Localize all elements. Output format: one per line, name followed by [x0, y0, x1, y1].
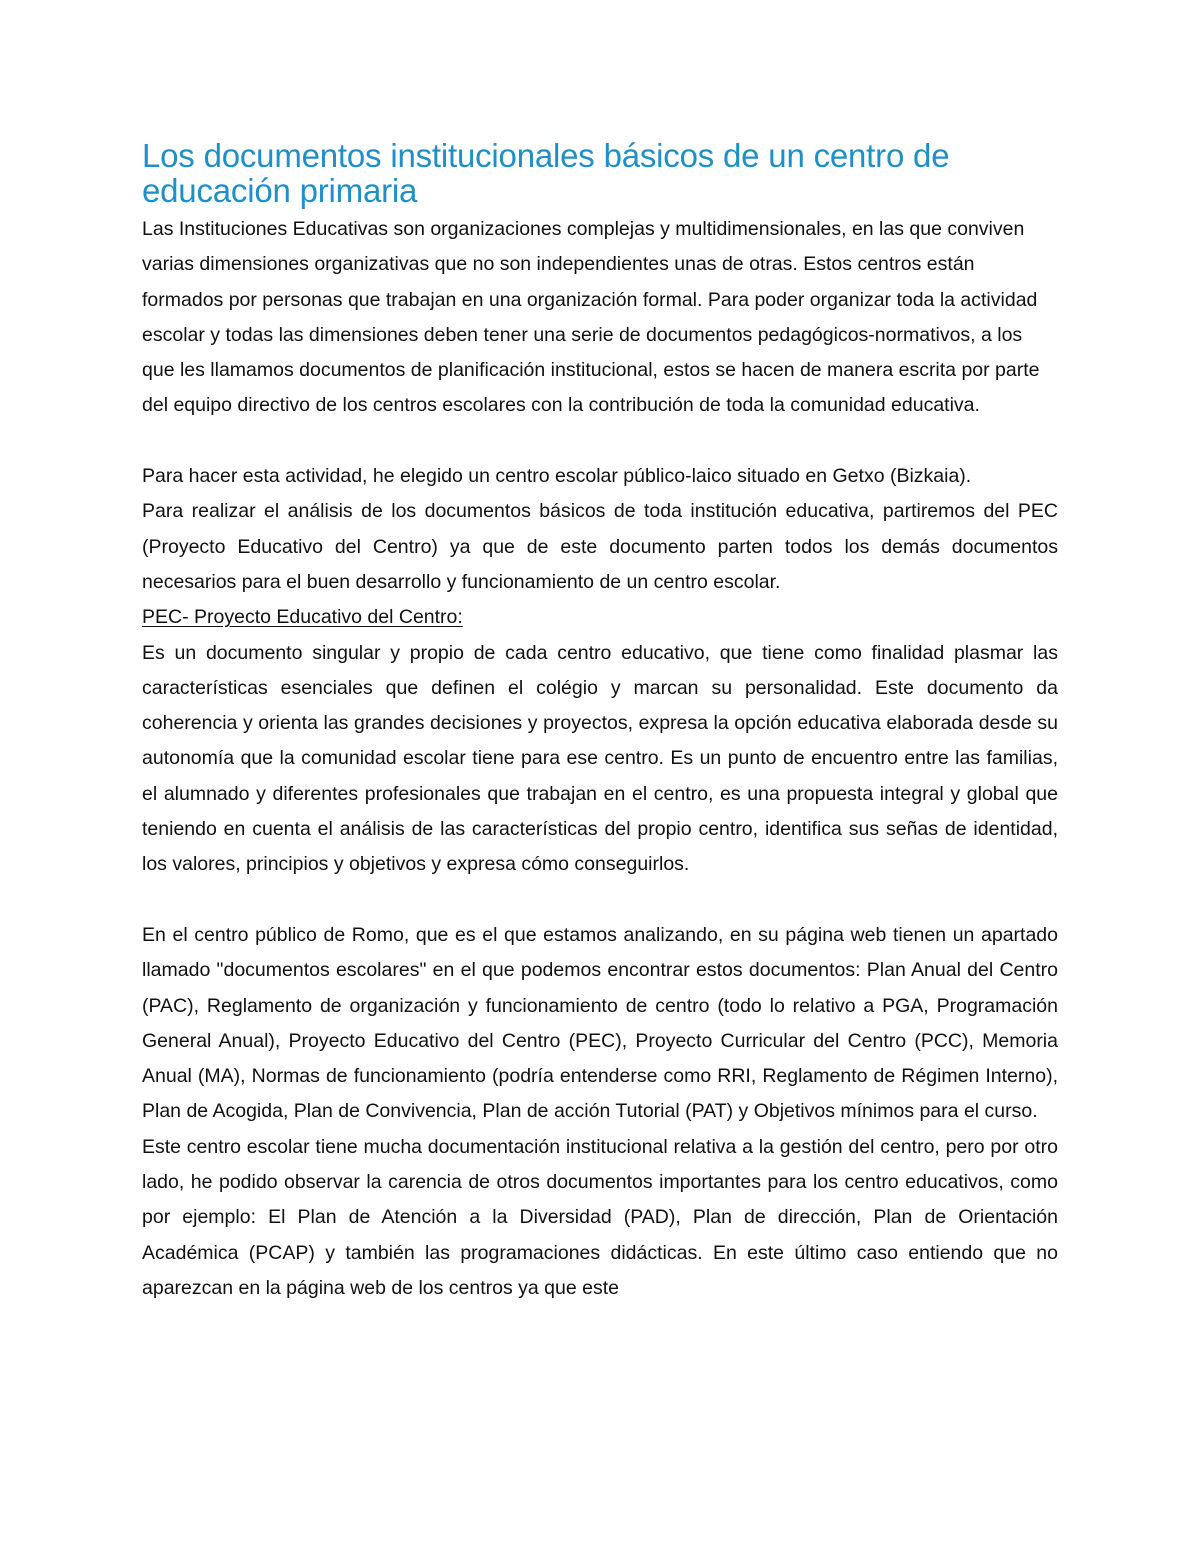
document-title: Los documentos institucionales básicos de un centro de educación primaria	[142, 137, 950, 209]
center-choice-paragraph: Para hacer esta actividad, he elegido un centro escolar público-laico situado en Getxo (Bizkaia).	[142, 465, 972, 488]
paragraph-spacer	[142, 424, 1058, 459]
analysis-paragraph: Para realizar el análisis de los documentos básicos de toda institución educativa, partiremos del PEC (Proyecto Educativo del Centro) ya que de este documento parten todos los demás documentos necesarios para el buen desarrollo y funcionamiento de un centro escolar.	[142, 500, 1058, 593]
intro-paragraph: Las Instituciones Educativas son organizaciones complejas y multidimensionales, en las que conviven varias dimensiones organizativas que no son independientes unas de otras. Estos centros están formados por personas que trabajan en una organización formal. Para poder organizar toda la actividad escolar y todas las dimensiones deben tener una serie de documentos pedagógicos-normativos, a los que les llamamos documentos de planificación institucional, estos se hacen de manera escrita por parte del equipo directivo de los centros escolares con la contribución de toda la comunidad educativa.	[142, 218, 1040, 417]
missing-documents-paragraph: Este centro escolar tiene mucha documentación institucional relativa a la gestión del centro, pero por otro lado, he podido observar la carencia de otros documentos importantes para los centro educativos, como por ejemplo: El Plan de Atención a la Diversidad (PAD), Plan de dirección, Plan de Orientación Académica (PCAP) y también las programaciones didácticas. En este último caso entiendo que no aparezcan en la página web de los centros ya que este	[142, 1135, 1058, 1299]
romo-documents-paragraph: En el centro público de Romo, que es el que estamos analizando, en su página web tienen un apartado llamado "documentos escolares" en el que podemos encontrar estos documentos: Plan Anual del Centro (PAC), Reglamento de organización y funcionamiento de centro (todo lo relativo a PGA, Programación General Anual), Proyecto Educativo del Centro (PEC), Proyecto Curricular del Centro (PCC), Memoria Anual (MA), Normas de funcionamiento (podría entenderse como RRI, Reglamento de Régimen Interno), Plan de Acogida, Plan de Convivencia, Plan de acción Tutorial (PAT) y Objetivos mínimos para el curso.	[142, 923, 1058, 1123]
pec-heading: PEC- Proyecto Educativo del Centro:	[142, 606, 463, 629]
document-body	[142, 212, 1058, 1306]
paragraph-spacer	[142, 883, 1058, 918]
pec-description-paragraph: Es un documento singular y propio de cada centro educativo, que tiene como finalidad plasmar las características esenciales que definen el colégio y marcan su personalidad. Este documento da coherencia y orienta las grandes decisiones y proyectos, expresa la opción educativa elaborada desde su autonomía que la comunidad escolar tiene para ese centro. Es un punto de encuentro entre las familias, el alumnado y diferentes profesionales que trabajan en el centro, es una propuesta integral y global que teniendo en cuenta el análisis de las características del propio centro, identifica sus señas de identidad, los valores, principios y objetivos y expresa cómo conseguirlos.	[142, 641, 1058, 876]
